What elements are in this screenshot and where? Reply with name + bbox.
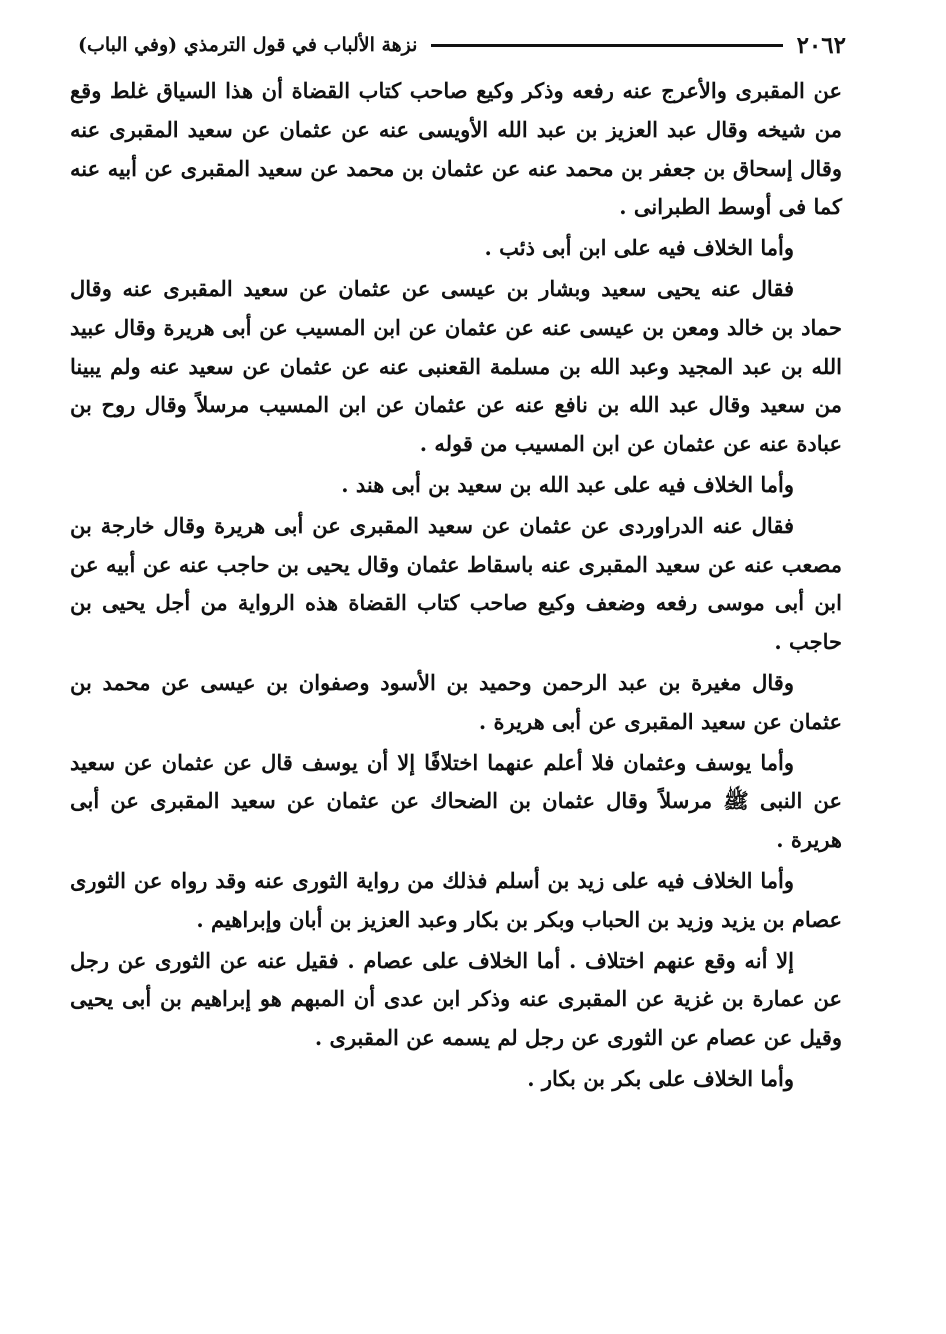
paragraph-9: إلا أنه وقع عنهم اختلاف . أما الخلاف على عصام . فقيل عنه عن الثورى عن رجل عن عمارة بن غزية عن المقبرى عنه وذكر ابن عدى أن المبهم هو إبراهيم بن أبى يحيى وقيل عن عصام عن الثورى عن رجل لم يسمه عن المقبرى . — [70, 947, 842, 1051]
paragraph-4: وأما الخلاف فيه على عبد الله بن سعيد بن أبى هند . — [341, 471, 794, 497]
paragraph-2: وأما الخلاف فيه على ابن أبى ذئب . — [484, 235, 794, 261]
paragraph-7: وأما يوسف وعثمان فلا أعلم عنهما اختلافًا إلا أن يوسف قال عن عثمان عن سعيد عن النبى ﷺ مرسلاً وقال عثمان بن الضحاك عن عثمان عن سعيد المقبرى عن أبى هريرة . — [70, 749, 842, 853]
paragraph-8: وأما الخلاف فيه على زيد بن أسلم فذلك من رواية الثورى عنه وقد رواه عن الثورى عصام بن يزيد وزيد بن الحباب وبكر بن بكار وعبد العزيز بن أبان وإبراهيم . — [70, 867, 842, 932]
page-header — [78, 22, 846, 68]
paragraph-6: وقال مغيرة بن عبد الرحمن وحميد بن الأسود وصفوان بن عيسى عن محمد بن عثمان عن سعيد المقبرى عن أبى هريرة . — [70, 669, 842, 734]
body-text — [70, 72, 842, 1099]
page-number: ٢٠٦٢ — [796, 31, 846, 59]
paragraph-5: فقال عنه الدراوردى عن عثمان عن سعيد المقبرى عن أبى هريرة وقال خارجة بن مصعب عنه عن سعيد المقبرى عنه باسقاط عثمان وقال يحيى بن حاجب عنه عن أبيه عن ابن أبى موسى رفعه وضعف وكيع صاحب كتاب القضاة هذه الرواية من أجل يحيى بن حاجب . — [70, 512, 842, 655]
paragraph-3: فقال عنه يحيى سعيد وبشار بن عيسى عن عثمان عن سعيد المقبرى عنه وقال حماد بن خالد ومعن بن عيسى عنه عن عثمان عن ابن المسيب عن أبى هريرة وقال عبيد الله بن عبد المجيد وعبد الله بن مسلمة القعنبى عنه عن عثمان عن سعيد عنه ولم يبينا من سعيد وقال عبد الله بن نافع عنه عن عثمان عن ابن المسيب مرسلاً وقال روح بن عبادة عنه عن عثمان عن ابن المسيب من قوله . — [70, 275, 842, 457]
paragraph-1: عن المقبرى والأعرج عنه رفعه وذكر وكيع صاحب كتاب القضاة أن هذا السياق غلط وقع من شيخه وقال عبد العزيز بن عبد الله الأويسى عنه عن عثمان عن سعيد المقبرى عنه وقال إسحاق بن جعفر بن محمد عنه عن عثمان بن محمد عن سعيد المقبرى عن أبيه عنه كما فى أوسط الطبرانى . — [70, 78, 842, 220]
running-title: نزهة الألباب في قول الترمذي (وفي الباب) — [78, 34, 418, 56]
header-rule — [431, 44, 782, 47]
paragraph-10: وأما الخلاف على بكر بن بكار . — [527, 1065, 794, 1091]
